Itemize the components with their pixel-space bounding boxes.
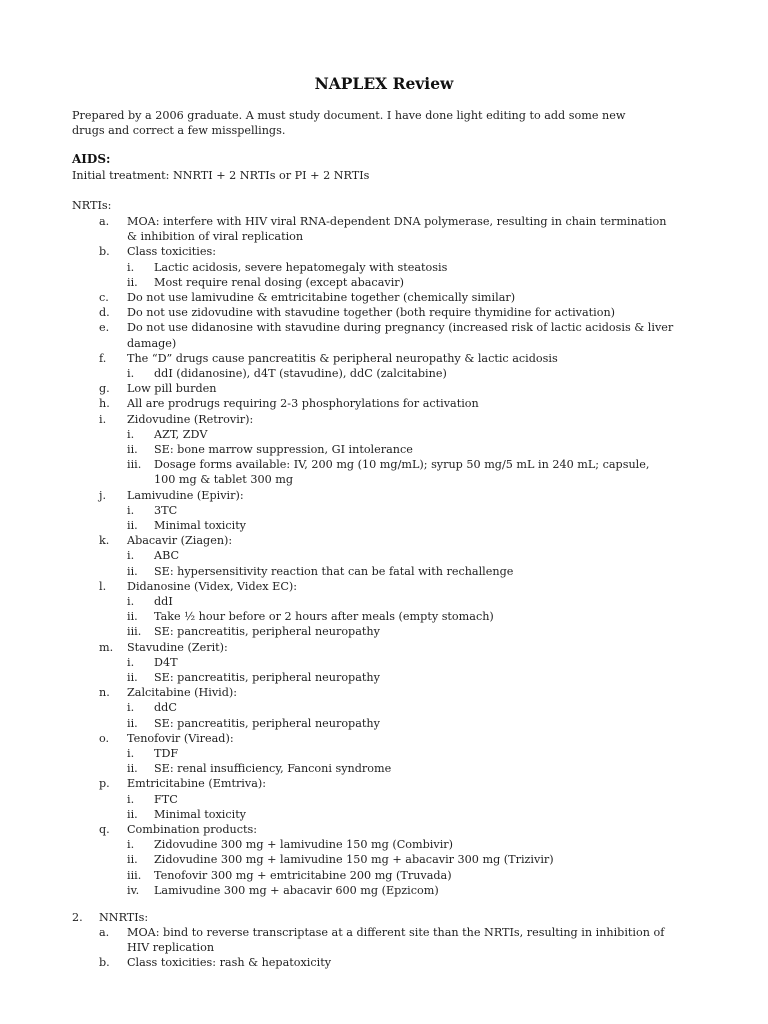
list-marker: n. — [99, 686, 110, 700]
list-text: Do not use didanosine with stavudine during pregnancy (increased risk of lactic acidosis & liver — [127, 321, 674, 335]
list-text: Do not use lamivudine & emtricitabine together (chemically similar) — [127, 291, 516, 304]
list-marker: i. — [127, 367, 135, 380]
nrtis-heading-line — [0, 198, 768, 213]
list-item — [0, 518, 768, 533]
list-item — [0, 427, 768, 442]
list-text: Combination products: — [127, 823, 257, 836]
nnrtis-heading-line — [0, 910, 768, 925]
list-item — [0, 955, 768, 970]
list-item — [0, 214, 768, 229]
list-item — [0, 320, 768, 335]
list-text: Dosage forms available: IV, 200 mg (10 mg/mL); syrup 50 mg/5 mL in 240 mL; capsule, — [154, 458, 650, 472]
list-marker: ii. — [127, 762, 138, 776]
list-marker: p. — [99, 777, 110, 791]
list-item — [0, 685, 768, 700]
list-text: Minimal toxicity — [154, 519, 247, 532]
list-item — [0, 700, 768, 715]
list-text: Take ½ hour before or 2 hours after meals (empty stomach) — [154, 610, 494, 624]
list-marker: ii. — [127, 564, 138, 578]
list-text: TDF — [154, 747, 179, 760]
list-item — [0, 761, 768, 776]
list-text: AZT, ZDV — [154, 427, 208, 441]
list-item — [0, 351, 768, 366]
list-marker: i. — [127, 838, 135, 852]
intro-text: Prepared by a 2006 graduate. A must study document. I have done light editing to add some new — [72, 109, 626, 122]
list-text: D4T — [154, 655, 178, 669]
list-item — [0, 442, 768, 457]
list-text: Minimal toxicity — [154, 807, 247, 821]
list-text: Most require renal dosing (except abacavir) — [154, 275, 404, 289]
list-marker: ii. — [127, 807, 138, 821]
list-item — [0, 807, 768, 822]
list-marker: l. — [99, 579, 107, 593]
list-marker: e. — [99, 321, 110, 335]
list-marker: i. — [127, 747, 135, 760]
list-item — [0, 716, 768, 731]
list-text: Abacavir (Ziagen): — [127, 534, 233, 548]
list-marker: c. — [99, 291, 109, 304]
list-text: SE: pancreatitis, peripheral neuropathy — [154, 716, 380, 730]
list-item — [0, 746, 768, 761]
list-item — [0, 925, 768, 940]
list-marker: ii. — [127, 610, 138, 624]
list-marker: ii. — [127, 275, 138, 289]
list-text: SE: pancreatitis, peripheral neuropathy — [154, 625, 380, 639]
list-marker: i. — [127, 701, 135, 715]
list-text: Lamivudine 300 mg + abacavir 600 mg (Epzicom) — [154, 883, 439, 897]
list-item — [0, 624, 768, 639]
list-marker: j. — [99, 488, 107, 502]
section-heading-line — [0, 152, 768, 167]
list-text: MOA: bind to reverse transcriptase at a different site than the NRTIs, resulting in inhibition of — [127, 926, 665, 939]
list-text: All are prodrugs requiring 2-3 phosphorylations for activation — [127, 397, 479, 411]
list-marker: b. — [99, 956, 110, 970]
list-text: damage) — [127, 336, 177, 350]
nnrtis-heading: NNRTIs: — [99, 911, 149, 924]
list-item — [0, 940, 768, 955]
list-marker: h. — [99, 397, 110, 411]
section-heading: AIDS: — [72, 152, 111, 166]
list-item — [0, 594, 768, 609]
list-item — [0, 822, 768, 837]
list-marker: iii. — [127, 458, 142, 472]
list-item — [0, 260, 768, 275]
list-item — [0, 381, 768, 396]
intro-line-2 — [0, 123, 768, 138]
list-text: Class toxicities: — [127, 245, 217, 259]
list-item — [0, 776, 768, 791]
list-text: SE: renal insufficiency, Fanconi syndrome — [154, 762, 392, 776]
list-text: Class toxicities: rash & hepatoxicity — [127, 956, 332, 970]
list-text: Zalcitabine (Hivid): — [127, 686, 238, 700]
list-item — [0, 792, 768, 807]
list-marker: i. — [127, 655, 135, 669]
list-marker: ii. — [127, 519, 138, 532]
list-text: & inhibition of viral replication — [127, 230, 304, 244]
list-item — [0, 457, 768, 472]
list-text: HIV replication — [127, 941, 215, 955]
list-text: ddI — [154, 595, 173, 608]
list-item — [0, 305, 768, 320]
list-item — [0, 837, 768, 852]
list-text: Zidovudine 300 mg + lamivudine 150 mg (Combivir) — [154, 838, 453, 852]
list-item — [0, 488, 768, 503]
list-text: Emtricitabine (Emtriva): — [127, 777, 267, 791]
list-item — [0, 883, 768, 898]
list-marker: q. — [99, 823, 110, 836]
initial-treatment: Initial treatment: NNRTI + 2 NRTIs or PI + 2 NRTIs — [72, 169, 370, 182]
initial-treatment-line — [0, 168, 768, 183]
list-item — [0, 670, 768, 685]
list-item — [0, 396, 768, 411]
intro-line-1 — [0, 108, 768, 123]
list-marker: b. — [99, 245, 110, 259]
list-text: FTC — [154, 792, 178, 806]
list-item — [0, 609, 768, 624]
list-item — [0, 503, 768, 518]
list-marker: i. — [99, 412, 107, 426]
list-marker: i. — [127, 549, 135, 563]
list-marker: i. — [127, 503, 135, 517]
list-text: Tenofovir 300 mg + emtricitabine 200 mg (Truvada) — [154, 868, 452, 882]
list-text: Do not use zidovudine with stavudine together (both require thymidine for activation) — [127, 306, 616, 320]
list-item — [0, 640, 768, 655]
list-text: 100 mg & tablet 300 mg — [154, 473, 294, 487]
list-item — [0, 731, 768, 746]
intro-text: drugs and correct a few misspellings. — [72, 124, 286, 137]
list-text: MOA: interfere with HIV viral RNA-dependent DNA polymerase, resulting in chain termination — [127, 215, 667, 228]
list-marker: iv. — [127, 883, 140, 897]
list-text: SE: bone marrow suppression, GI intolerance — [154, 443, 413, 456]
list-item — [0, 275, 768, 290]
list-text: Zidovudine 300 mg + lamivudine 150 mg + abacavir 300 mg (Trizivir) — [154, 853, 554, 867]
list-marker: ii. — [127, 716, 138, 730]
list-text: ddI (didanosine), d4T (stavudine), ddC (zalcitabine) — [154, 367, 447, 380]
list-marker: ii. — [127, 443, 138, 456]
nnrtis-number: 2. — [72, 911, 83, 924]
list-item — [0, 548, 768, 563]
list-item — [0, 564, 768, 579]
list-item — [0, 472, 768, 487]
list-text: SE: pancreatitis, peripheral neuropathy — [154, 671, 380, 684]
list-item — [0, 655, 768, 670]
list-text: 3TC — [154, 503, 178, 517]
list-item — [0, 244, 768, 259]
list-text: Zidovudine (Retrovir): — [127, 412, 254, 426]
list-marker: ii. — [127, 853, 138, 867]
list-marker: a. — [99, 215, 110, 228]
list-marker: iii. — [127, 625, 142, 639]
list-item — [0, 229, 768, 244]
list-item — [0, 336, 768, 351]
list-item — [0, 533, 768, 548]
list-item — [0, 412, 768, 427]
list-marker: i. — [127, 260, 135, 274]
list-text: Tenofovir (Viread): — [127, 731, 234, 745]
list-marker: k. — [99, 534, 110, 548]
list-marker: ii. — [127, 671, 138, 684]
nrtis-heading: NRTIs: — [72, 199, 112, 212]
list-marker: a. — [99, 926, 110, 939]
list-marker: i. — [127, 595, 135, 608]
list-marker: g. — [99, 382, 110, 396]
list-text: ABC — [154, 549, 180, 563]
list-text: SE: hypersensitivity reaction that can be fatal with rechallenge — [154, 564, 514, 578]
list-marker: f. — [99, 351, 107, 365]
list-text: Low pill burden — [127, 382, 217, 396]
list-text: Didanosine (Videx, Videx EC): — [127, 579, 298, 593]
list-item — [0, 579, 768, 594]
document-title: NAPLEX Review — [314, 74, 454, 93]
list-text: Lactic acidosis, severe hepatomegaly with steatosis — [154, 260, 448, 274]
list-item — [0, 290, 768, 305]
list-item — [0, 868, 768, 883]
list-item — [0, 366, 768, 381]
list-item — [0, 852, 768, 867]
list-marker: d. — [99, 306, 110, 320]
list-text: ddC — [154, 701, 177, 715]
list-text: Lamivudine (Epivir): — [127, 488, 244, 502]
list-marker: i. — [127, 792, 135, 806]
list-marker: iii. — [127, 868, 142, 882]
list-marker: o. — [99, 731, 110, 745]
list-text: Stavudine (Zerit): — [127, 640, 228, 654]
list-text: The “D” drugs cause pancreatitis & peripheral neuropathy & lactic acidosis — [127, 351, 558, 365]
list-marker: m. — [99, 640, 114, 654]
list-marker: i. — [127, 427, 135, 441]
